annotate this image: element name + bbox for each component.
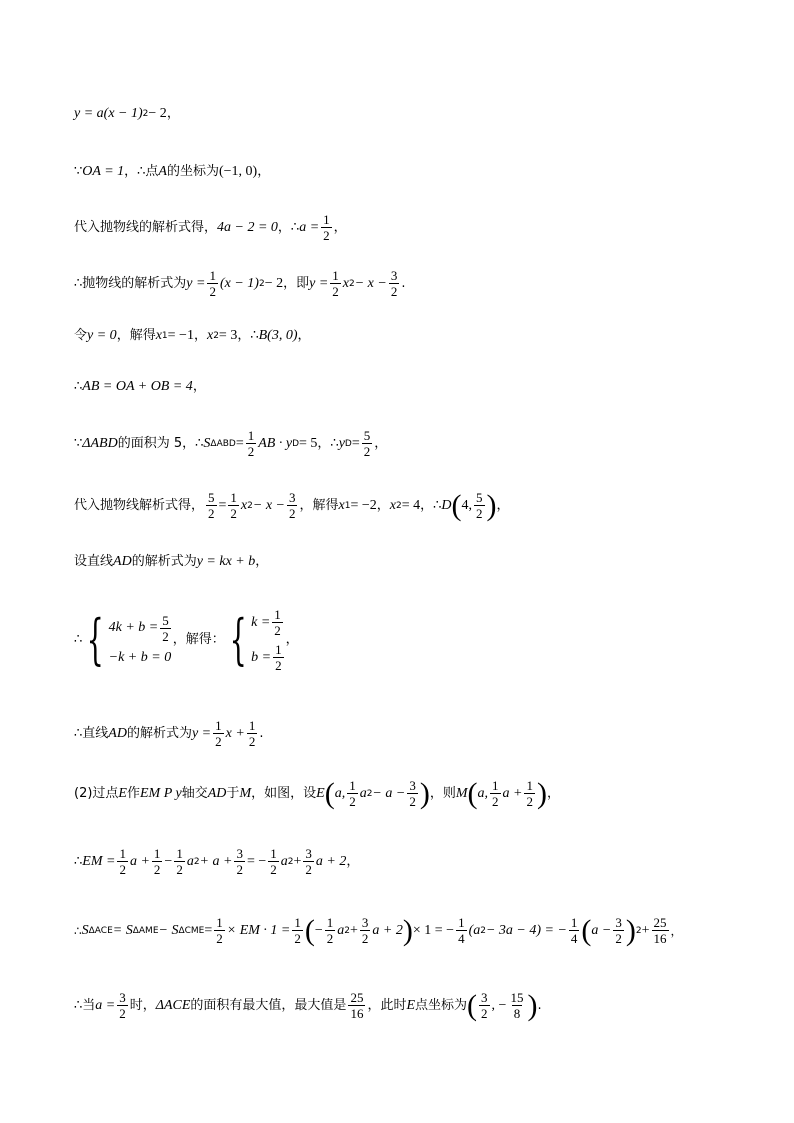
fraction: $\frac{1}{2}$: [119, 846, 126, 877]
math: a =: [299, 219, 320, 235]
fraction: $\frac{3}{2}$: [409, 778, 416, 809]
text: .: [401, 275, 406, 291]
fraction: $\frac{3}{2}$: [236, 846, 243, 877]
equation-line-14: ∴ S ΔACE = S ΔAME − S ΔCME = $\frac{1}{2}$ × EM · 1 = $\frac{1}{2}$ ( − $\frac{1}{2}$ a 2 + $\frac{3}{2}$ a + 2 ) × 1 = − $\frac{1}{4}$ (a 2 − 3a − 4) = − $\frac{1}{4}$ ( a − $\frac{3}{2}$ ) 2 + $\frac{25}{16}$ ，: [74, 913, 683, 947]
equation-line-15: ∴当 a = $\frac{3}{2}$ 时， ΔACE 的面积有最大值，最大值是 $\frac{25}{16}$ ，此时 E 点坐标为 ( $\frac{3}{2}$ , − $\frac{15}{8}$ ) .: [74, 988, 542, 1022]
fraction: $\frac{15}{8}$: [510, 990, 524, 1021]
equation-line-4: ∴抛物线的解析式为 y = $\frac{1}{2}$ (x − 1) 2 − 2 ，即 y = $\frac{1}{2}$ x 2 − x − $\frac{3}{2}$ .: [74, 268, 406, 299]
equation-line-11: ∴直线 AD 的解析式为 y = $\frac{1}{2}$ x + $\frac{1}{2}$ .: [74, 718, 264, 749]
fraction: $\frac{1}{2}$: [294, 915, 301, 946]
equation-system: ∴ { 4k + b = $\frac{5}{2}$ −k + b = 0 ，解得： { k = $\frac{1}{2}$ b = $\frac{1}{2}$ ，: [74, 607, 299, 673]
exponent: 2: [142, 109, 149, 119]
fraction: $\frac{1}{2}$: [176, 846, 183, 877]
math: y = a: [74, 106, 104, 121]
math: − 2: [264, 275, 284, 291]
equation-line-13: ∴ EM = $\frac{1}{2}$ a + $\frac{1}{2}$ − $\frac{1}{2}$ a 2 + a + $\frac{3}{2}$ = − $\frac{1}{2}$ a 2 + $\frac{3}{2}$ a + 2 ，: [74, 846, 360, 877]
fraction: $\frac{1}{2}$: [270, 846, 277, 877]
equation-line-7: ∵ ΔABD 的面积为 5，∴ S ΔABD = $\frac{1}{2}$ AB · y D = 5 ，∴ y D = $\frac{5}{2}$ ，: [74, 428, 388, 459]
fraction: $\frac{1}{2}$: [526, 778, 533, 809]
fraction: $\frac{1}{2}$: [209, 268, 216, 299]
fraction: $\frac{1}{2}$: [216, 915, 223, 946]
equation-line-2: [74, 162, 270, 182]
fraction: $\frac{3}{2}$: [119, 990, 126, 1021]
fraction: $\frac{3}{2}$: [481, 990, 488, 1021]
math: OA = 1: [82, 164, 125, 179]
fraction: $\frac{1}{2}$: [332, 268, 339, 299]
fraction: $\frac{1}{2}$: [323, 212, 330, 243]
fraction: $\frac{5}{2}$: [208, 490, 215, 521]
text: 令: [74, 328, 88, 343]
fraction: $\frac{25}{16}$: [350, 990, 364, 1021]
fraction: $\frac{1}{4}$: [570, 915, 578, 946]
text: ，: [166, 106, 180, 121]
text: ，: [333, 219, 347, 235]
fraction: $\frac{25}{16}$: [653, 915, 667, 946]
text: ，: [257, 164, 271, 179]
fraction: $\frac{1}{2}$: [230, 490, 237, 521]
math: A: [158, 164, 167, 179]
fraction: $\frac{1}{2}$: [153, 846, 161, 877]
math: 4a − 2 = 0: [217, 219, 278, 235]
math: y =: [309, 275, 329, 291]
fraction: $\frac{1}{2}$: [326, 915, 334, 946]
fraction: $\frac{3}{2}$: [615, 915, 622, 946]
fraction: $\frac{1}{2}$: [275, 642, 282, 673]
fraction: $\frac{3}{2}$: [361, 915, 369, 946]
equation-line-5: 令 y = 0 ，解得 x 1 = −1 ， x 2 = 3 ，∴ B(3, 0) ，: [74, 326, 311, 346]
text: 的坐标为: [166, 164, 219, 179]
fraction: $\frac{3}{2}$: [288, 490, 296, 521]
equation-line-1: [74, 104, 180, 124]
equation-line-3: [74, 212, 347, 243]
equation-line-6: ∴ AB = OA + OB = 4 ，: [74, 379, 206, 394]
fraction: $\frac{5}{2}$: [476, 490, 483, 521]
fraction: $\frac{3}{2}$: [305, 846, 312, 877]
fraction: $\frac{3}{2}$: [390, 268, 398, 299]
text: ，∴: [277, 219, 300, 235]
text: ，∴点: [124, 164, 159, 179]
fraction: $\frac{1}{2}$: [248, 718, 256, 749]
fraction: $\frac{1}{2}$: [349, 778, 356, 809]
math: − 2: [148, 106, 167, 121]
text: ，即: [283, 275, 310, 291]
fraction: $\frac{1}{4}$: [458, 915, 465, 946]
math: y =: [186, 275, 206, 291]
equation-line-9: 设直线 AD 的解析式为 y = kx + b ，: [74, 554, 269, 569]
text: 代入抛物线的解析式得，: [74, 219, 218, 235]
equation-line-8: 代入抛物线解析式得， $\frac{5}{2}$ = $\frac{1}{2}$ x 2 − x − $\frac{3}{2}$ ，解得 x 1 = −2 ， x 2 = 4 ，∴ D ( 4, $\frac{5}{2}$ ) ，: [74, 488, 510, 522]
fraction: $\frac{1}{2}$: [215, 718, 222, 749]
fraction: $\frac{5}{2}$: [363, 428, 371, 459]
math: (−1, 0): [219, 164, 258, 179]
text: ∵: [74, 164, 83, 179]
fraction: $\frac{1}{2}$: [274, 607, 281, 638]
equation-line-12: (2)过点 E 作 EM P y 轴交 AD 于 M ，如图，设 E ( a, $\frac{1}{2}$ a 2 − a − $\frac{3}{2}$ ) ，则 M ( a, $\frac{1}{2}$ a + $\frac{1}{2}$ ) ，: [74, 776, 560, 810]
math: (x − 1): [219, 275, 259, 291]
fraction: $\frac{5}{2}$: [162, 612, 169, 644]
fraction: $\frac{1}{2}$: [492, 778, 499, 809]
fraction: $\frac{1}{2}$: [247, 428, 255, 459]
text: ∴抛物线的解析式为: [74, 275, 187, 291]
math: (x − 1): [103, 106, 143, 121]
